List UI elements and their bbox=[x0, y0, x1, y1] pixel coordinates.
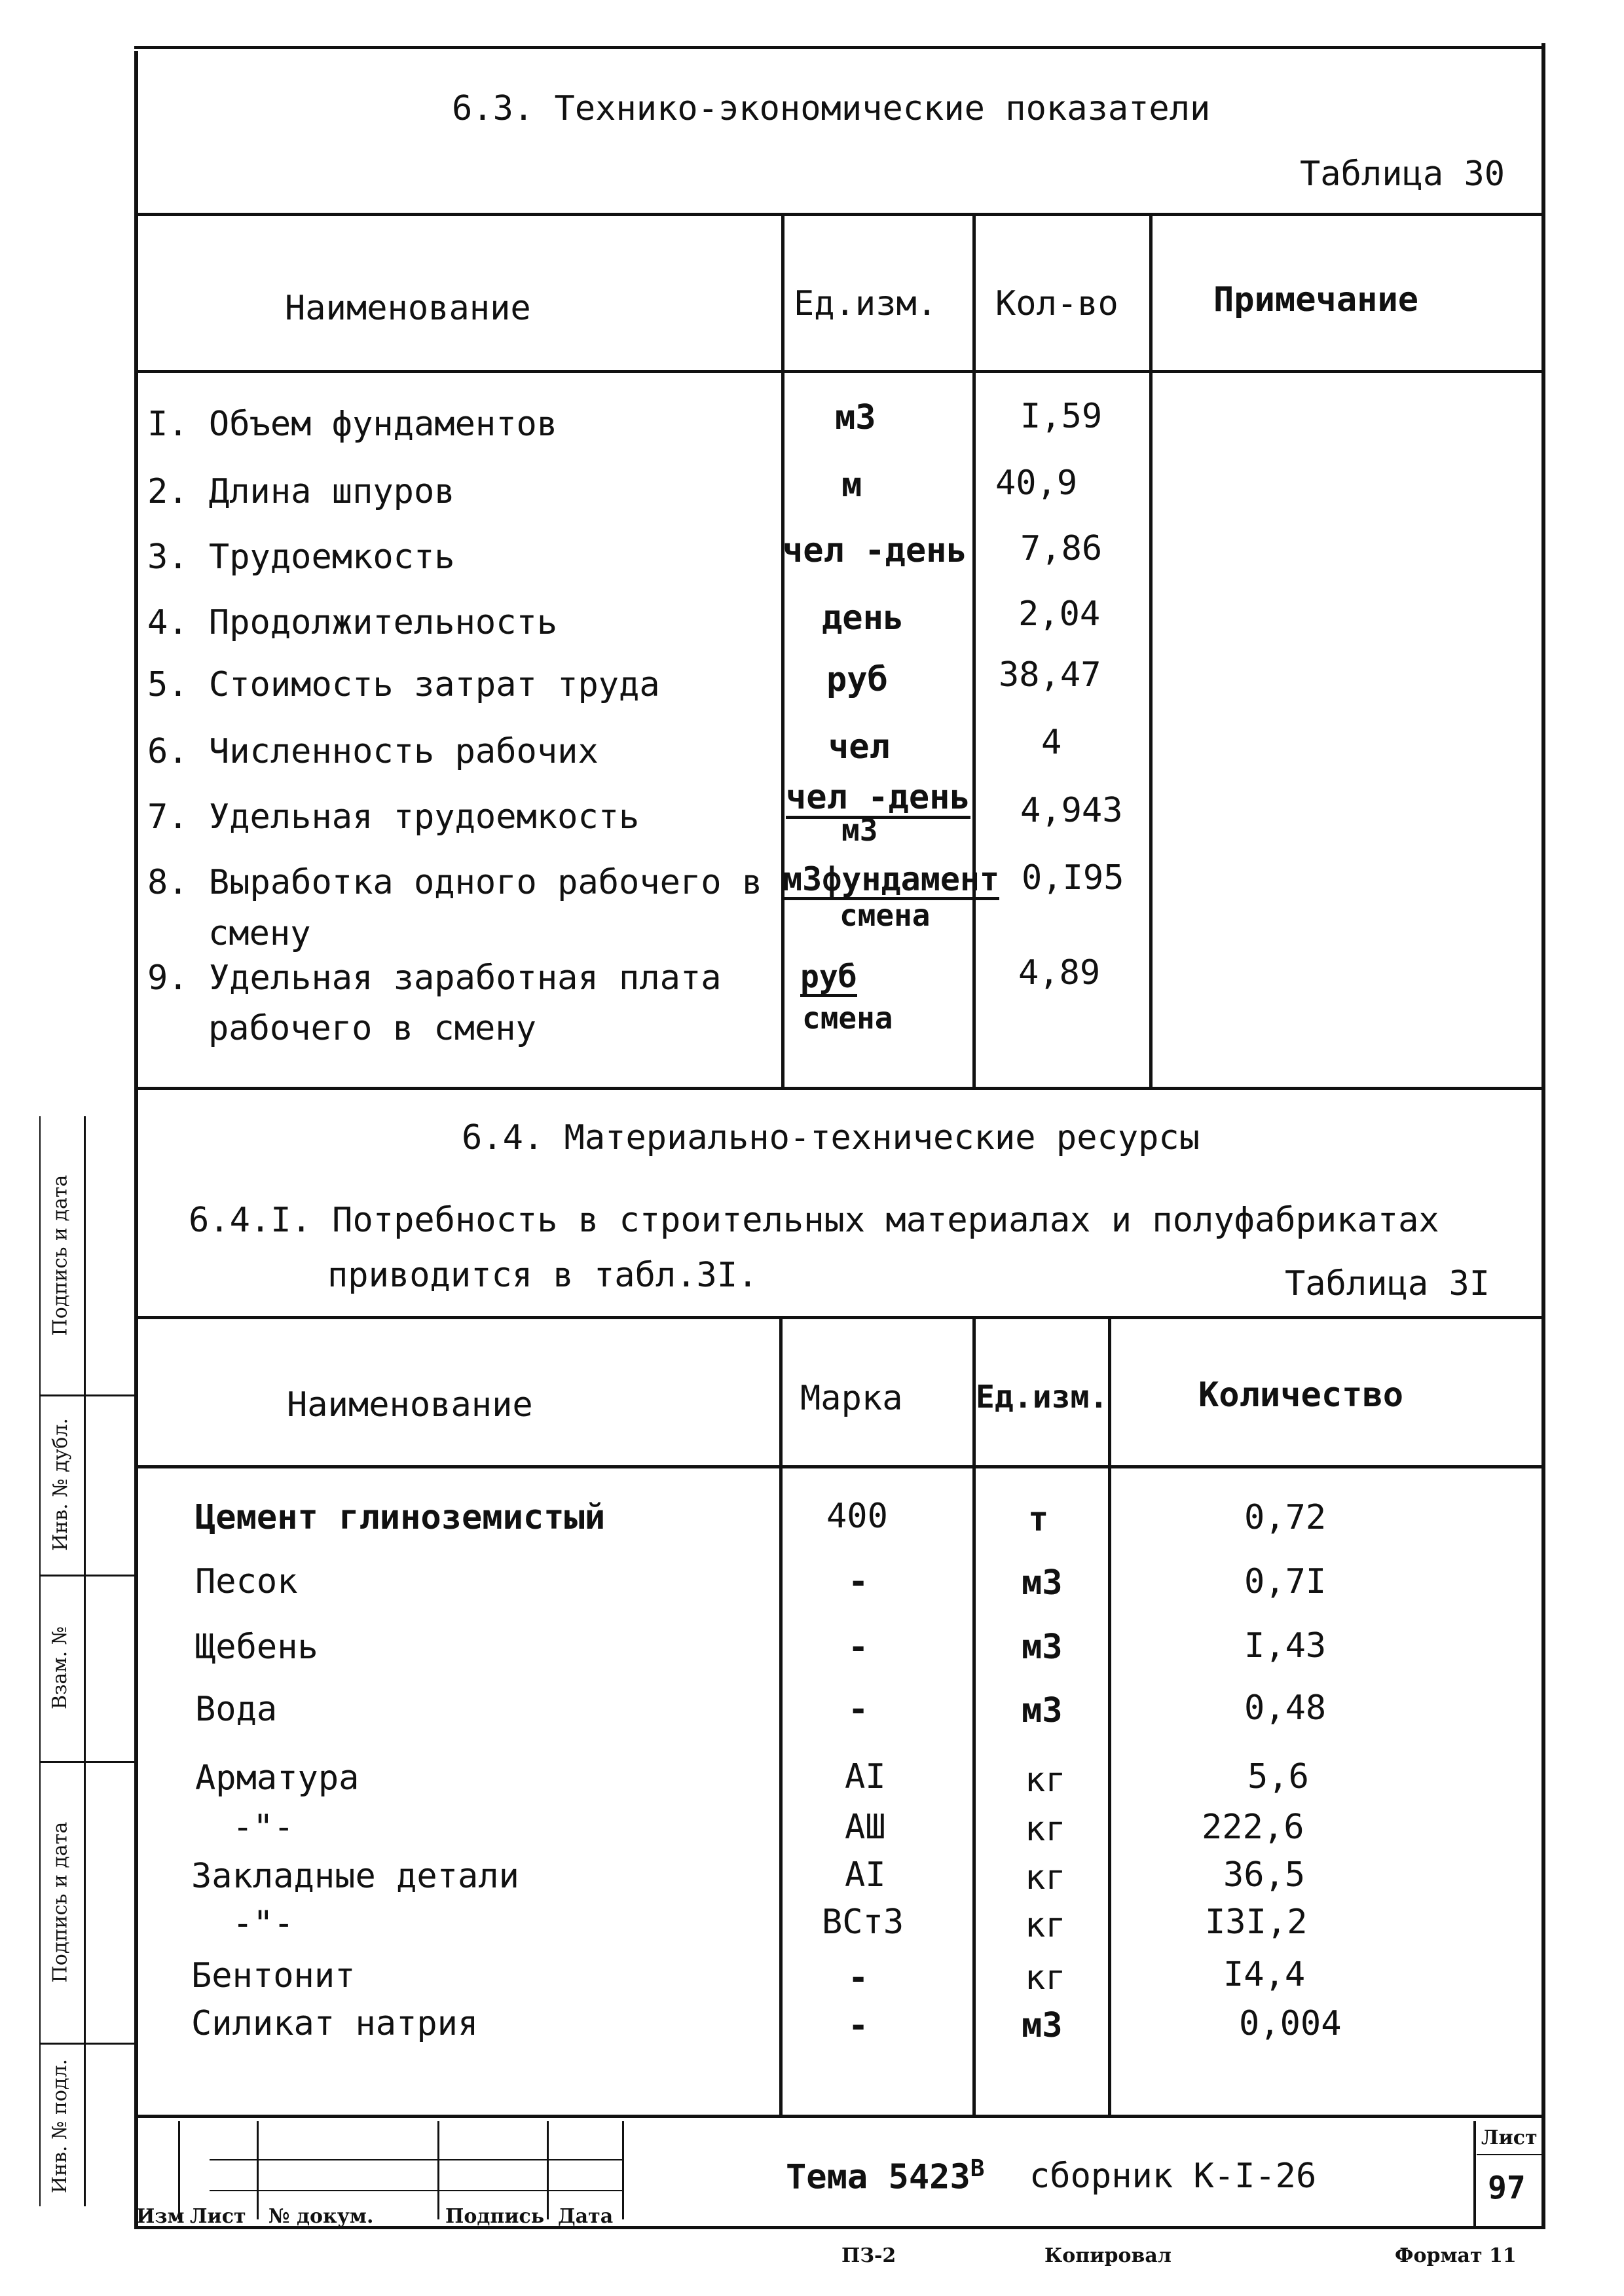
footer-bottom-mid: Копировал bbox=[1044, 2244, 1172, 2267]
table-row-name: 8. Выработка одного рабочего в bbox=[147, 863, 763, 902]
header-qty: Количество bbox=[1198, 1376, 1404, 1415]
table-row-name: 7. Удельная трудоемкость bbox=[147, 797, 640, 837]
table-row-name: Бентонит bbox=[191, 1956, 356, 1995]
table-row-unit: м3 bbox=[1022, 1691, 1063, 1730]
table-row-name: -"- bbox=[232, 1808, 294, 1847]
table-row-name: Арматура bbox=[195, 1758, 360, 1798]
footer-bottom-left: ПЗ-2 bbox=[841, 2244, 896, 2267]
table-row-unit: руб bbox=[826, 660, 888, 699]
table-row-unit-numerator: чел -день bbox=[786, 780, 970, 819]
col-label-date: Дата bbox=[558, 2205, 614, 2228]
header-unit: Ед.изм. bbox=[794, 284, 938, 323]
table-row-unit: т bbox=[1028, 1500, 1049, 1539]
title-block-col bbox=[1473, 2121, 1476, 2226]
header-note: Примечание bbox=[1213, 280, 1419, 319]
table-row-unit: кг bbox=[1025, 1958, 1066, 1997]
table-row-qty: 5,6 bbox=[1247, 1757, 1309, 1796]
table-31-top-rule bbox=[134, 1316, 1545, 1319]
table-row-qty: 36,5 bbox=[1223, 1855, 1306, 1895]
table-31-col-divider bbox=[972, 1316, 976, 2116]
table-row-name-cont: смену bbox=[208, 914, 311, 953]
col-label-list: Лист bbox=[190, 2205, 246, 2228]
table-row-name: I. Объем фундаментов bbox=[147, 405, 558, 444]
table-row-qty: 4,943 bbox=[1020, 791, 1123, 830]
table-row-qty: 2,04 bbox=[1018, 594, 1101, 634]
tema-label: Тема 5423 bbox=[786, 2157, 970, 2197]
table-row-name: 6. Численность рабочих bbox=[147, 732, 599, 771]
table-row-qty: I3I,2 bbox=[1205, 1903, 1308, 1942]
tema-superscript: В bbox=[970, 2155, 985, 2182]
table-row-unit: м3 bbox=[1022, 1563, 1063, 1603]
table-row-unit-denominator: смена bbox=[802, 1000, 893, 1036]
table-row-qty: 7,86 bbox=[1020, 529, 1103, 568]
sbornik-text: сборник К-I-26 bbox=[1029, 2157, 1317, 2196]
tema-text bbox=[786, 2155, 985, 2197]
header-name: Наименование bbox=[285, 289, 531, 328]
table-30-label: Таблица 30 bbox=[1300, 155, 1505, 194]
table-row-name: Силикат натрия bbox=[191, 2004, 479, 2043]
table-row-unit: чел bbox=[828, 727, 890, 767]
table-row-unit-denominator: смена bbox=[840, 898, 931, 933]
table-row-mark: - bbox=[848, 2006, 869, 2045]
table-30-header-rule bbox=[134, 370, 1545, 373]
table-row-unit: день bbox=[822, 598, 904, 638]
stamp-divider bbox=[39, 1394, 134, 1396]
stamp-divider bbox=[39, 1575, 134, 1576]
table-31-label: Таблица 3I bbox=[1285, 1264, 1490, 1303]
table-row-unit: кг bbox=[1025, 1810, 1066, 1849]
table-row-unit: кг bbox=[1025, 1858, 1066, 1897]
table-row-mark: - bbox=[848, 1562, 869, 1601]
table-row-name: 3. Трудоемкость bbox=[147, 538, 455, 577]
title-block-row bbox=[210, 2159, 622, 2160]
stamp-label: Инв. № подл. bbox=[48, 2058, 72, 2194]
header-unit: Ед.изм. bbox=[976, 1379, 1109, 1415]
sheet-number: 97 bbox=[1488, 2170, 1526, 2206]
table-row-mark: - bbox=[848, 1628, 869, 1667]
stamp-label: Подпись и дата bbox=[48, 1821, 72, 1982]
section-64-title: 6.4. Материально-технические ресурсы bbox=[462, 1118, 1200, 1157]
table-row-qty: 0,72 bbox=[1244, 1498, 1327, 1537]
table-row-mark: АI bbox=[845, 1855, 886, 1895]
table-30-col-divider bbox=[781, 213, 784, 1089]
table-row-name: Закладные детали bbox=[191, 1857, 519, 1896]
table-row-unit: м3 bbox=[835, 398, 876, 437]
table-row-mark: 400 bbox=[826, 1497, 888, 1536]
table-31-col-divider bbox=[779, 1316, 783, 2116]
title-block-row bbox=[210, 2190, 622, 2191]
footer-bottom-right: Формат 11 bbox=[1395, 2244, 1517, 2267]
frame-left bbox=[134, 51, 138, 2226]
table-row-qty: 0,7I bbox=[1244, 1562, 1327, 1601]
table-row-unit: м3 bbox=[1022, 1628, 1063, 1667]
title-block-top-rule bbox=[134, 2115, 1545, 2118]
table-row-unit: кг bbox=[1025, 1906, 1066, 1945]
section-641-text-cont: приводится в табл.3I. bbox=[327, 1256, 758, 1295]
table-row-name: Цемент глиноземистый bbox=[195, 1498, 606, 1537]
table-row-unit-denominator: м3 bbox=[841, 812, 878, 848]
table-row-qty: 38,47 bbox=[999, 655, 1101, 695]
table-row-mark: АШ bbox=[845, 1808, 886, 1847]
table-row-name-cont: рабочего в смену bbox=[208, 1009, 536, 1048]
table-row-qty: I,43 bbox=[1244, 1626, 1327, 1666]
table-row-name: Вода bbox=[195, 1690, 278, 1729]
table-31-header-rule bbox=[134, 1465, 1545, 1468]
table-row-mark: - bbox=[848, 1690, 869, 1729]
header-qty: Кол-во bbox=[995, 284, 1118, 323]
section-641-text: 6.4.I. Потребность в строительных материалах и полуфабрикатах bbox=[189, 1201, 1439, 1240]
stamp-label: Инв. № дубл. bbox=[48, 1418, 72, 1551]
table-row-qty: 222,6 bbox=[1202, 1808, 1304, 1847]
table-30-col-divider bbox=[972, 213, 976, 1089]
table-row-qty: I,59 bbox=[1020, 397, 1103, 436]
table-row-qty: 4 bbox=[1041, 723, 1062, 762]
section-63-title: 6.3. Технико-экономические показатели bbox=[452, 89, 1211, 128]
table-row-qty: 0,004 bbox=[1239, 2004, 1342, 2043]
table-row-qty: 40,9 bbox=[995, 464, 1078, 503]
sheet-label: Лист bbox=[1481, 2126, 1538, 2149]
table-30-top-rule bbox=[134, 213, 1545, 216]
table-30-col-divider bbox=[1149, 213, 1153, 1089]
col-label-doc: № докум. bbox=[268, 2205, 374, 2228]
table-row-name: 9. Удельная заработная плата bbox=[147, 958, 722, 998]
frame-top bbox=[134, 46, 1545, 49]
table-row-mark: ВСт3 bbox=[822, 1903, 904, 1942]
table-row-name: -"- bbox=[232, 1904, 294, 1943]
stamp-divider bbox=[39, 1761, 134, 1763]
table-row-name: 5. Стоимость затрат труда bbox=[147, 665, 660, 704]
table-row-unit: кг bbox=[1025, 1760, 1066, 1800]
table-row-name: Щебень bbox=[195, 1628, 318, 1667]
stamp-label: Подпись и дата bbox=[48, 1175, 72, 1336]
col-label-sign: Подпись bbox=[445, 2205, 545, 2228]
table-30-bottom-rule bbox=[134, 1087, 1545, 1090]
table-row-qty: 4,89 bbox=[1018, 953, 1101, 993]
stamp-label: Взам. № bbox=[48, 1626, 72, 1710]
table-row-mark: АI bbox=[845, 1757, 886, 1796]
table-31-col-divider bbox=[1108, 1316, 1111, 2116]
header-name: Наименование bbox=[287, 1385, 533, 1425]
table-row-unit: чел -день bbox=[783, 531, 967, 570]
stamp-divider bbox=[39, 2043, 134, 2045]
table-row-unit: м3 bbox=[1022, 2006, 1063, 2045]
title-block-col bbox=[257, 2121, 259, 2219]
title-block-col bbox=[547, 2121, 549, 2219]
table-row-name: 2. Длина шпуров bbox=[147, 472, 455, 511]
table-row-qty: I4,4 bbox=[1223, 1955, 1306, 1994]
header-mark: Марка bbox=[800, 1379, 903, 1418]
table-row-qty: 0,I95 bbox=[1022, 858, 1124, 898]
col-label-izm: Изм bbox=[136, 2205, 185, 2228]
table-row-qty: 0,48 bbox=[1244, 1688, 1327, 1728]
table-row-unit-numerator: м3фундамент bbox=[783, 863, 999, 900]
table-row-unit: м bbox=[841, 465, 862, 505]
table-row-name: 4. Продолжительность bbox=[147, 603, 558, 642]
sheet-box-rule bbox=[1477, 2154, 1542, 2155]
table-row-mark: - bbox=[848, 1958, 869, 1997]
table-row-name: Песок bbox=[195, 1562, 298, 1601]
table-row-unit-numerator: руб bbox=[800, 961, 857, 997]
title-block-col bbox=[622, 2121, 624, 2219]
title-block-col bbox=[437, 2121, 439, 2219]
